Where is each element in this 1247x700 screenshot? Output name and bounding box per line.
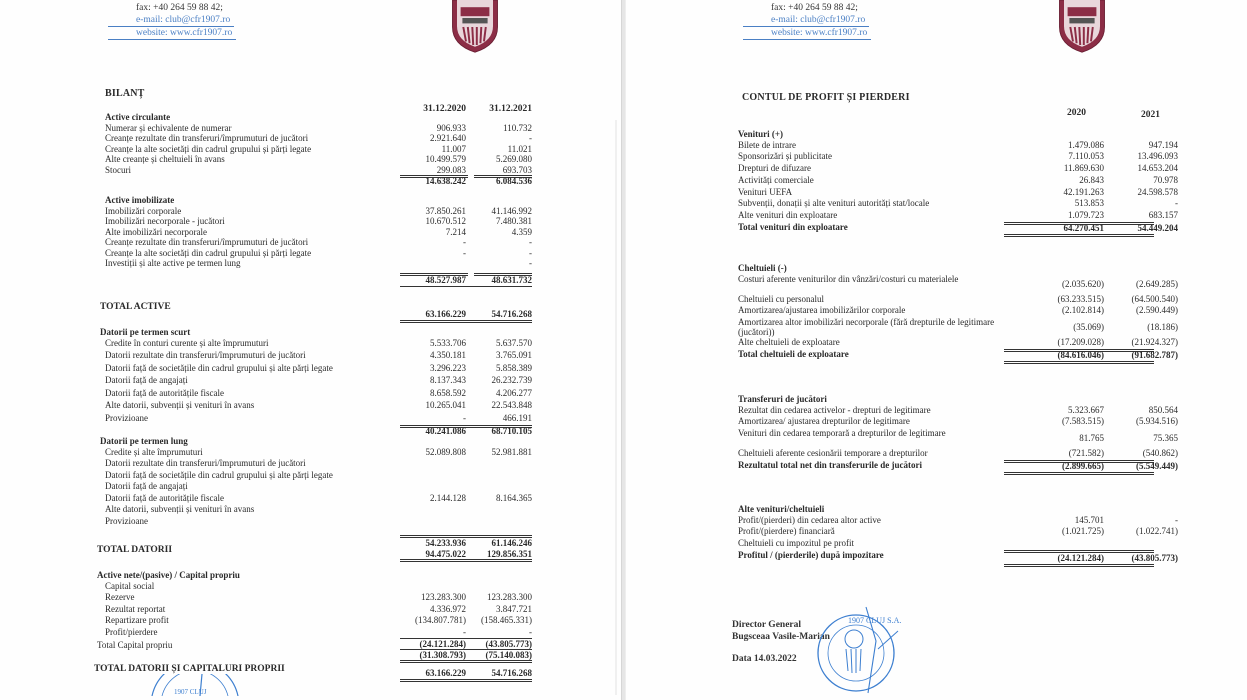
row-value-2021: -	[529, 237, 532, 247]
long-term-subtotal-2020: 54.233.936	[425, 538, 466, 548]
table-row	[0, 504, 621, 516]
total-revenue-label: Total venituri din exploatare	[738, 222, 848, 233]
row-label: Creanțe la alte societăți din cadrul grupului și părți legate	[105, 247, 312, 258]
row-list	[0, 338, 621, 426]
row-list	[626, 140, 1247, 223]
row-value-2020: -	[463, 247, 466, 258]
net-profit-2020: (24.121.284)	[1057, 552, 1104, 563]
subtotal-2020: 14.638.242	[425, 176, 466, 186]
row-label: Profit/(pierdere) financiară	[738, 526, 835, 537]
row-label: Costuri aferente veniturilor din vânzări/costuri cu materialele	[738, 273, 959, 284]
row-value-2021: 26.232.739	[491, 375, 532, 385]
row-label: Provizioane	[105, 412, 148, 423]
row-label: Alte imobilizări necorporale	[105, 226, 207, 237]
total-revenue-2021: 54.449.204	[1137, 223, 1178, 234]
table-row	[626, 198, 1247, 210]
row-label: Datorii față de societățile din cadrul grupului și alte părți legate	[105, 362, 333, 373]
row-value-2021: (64.500.540)	[1131, 293, 1178, 304]
table-row	[626, 274, 1247, 294]
row-value-2020: 42.191.263	[1063, 186, 1104, 197]
total-liabilities-equity-2020: 63.166.229	[425, 668, 466, 678]
row-value-2021: 52.981.881	[491, 446, 532, 457]
signatory-name: Bugsceaa Vasile-Marian	[732, 632, 830, 642]
row-value-2020: 299.083	[436, 164, 466, 175]
table-row	[0, 481, 621, 493]
other-income-expenses-section	[626, 504, 1247, 563]
row-value-2020: 513.853	[1074, 198, 1104, 209]
profit-2020: (24.121.284)	[419, 639, 466, 649]
row-value-2020: -	[463, 412, 466, 423]
table-row	[0, 248, 621, 259]
row-value-2021: 3.765.091	[496, 350, 532, 360]
table-row	[0, 400, 621, 413]
table-row	[626, 448, 1247, 460]
row-label: Datorii rezultate din transferuri/împrumuturi de jucători	[105, 350, 306, 360]
profit-row	[0, 638, 621, 649]
cfr-crest-icon	[446, 0, 504, 54]
subtotal-row	[0, 275, 621, 286]
row-value-2021: (540.862)	[1142, 448, 1178, 459]
row-label: Activități comerciale	[738, 174, 814, 185]
fax-number: fax: +40 264 59 88 42;	[771, 3, 858, 13]
fax-number: fax: +40 264 59 88 42;	[136, 3, 223, 13]
total-liabilities-equity-row	[0, 664, 621, 678]
long-term-subtotal-2021: 61.146.246	[491, 538, 532, 548]
profit-loss-page	[626, 0, 1247, 700]
row-value-2021: (18.186)	[1147, 322, 1178, 333]
row-list	[626, 405, 1247, 460]
subtotal-row	[0, 425, 621, 436]
row-value-2020: 10.499.579	[425, 154, 466, 164]
total-liabilities-equity-label: TOTAL DATORII ȘI CAPITALURI PROPRII	[94, 664, 285, 674]
table-row	[0, 470, 621, 482]
row-value-2020: 4.336.972	[430, 603, 466, 614]
column-header-2021: 2021	[1141, 110, 1160, 120]
total-assets-row	[0, 302, 621, 319]
row-label: Amortizarea/ajustarea imobilizărilor corporale	[738, 305, 906, 316]
column-header-2020: 31.12.2020	[423, 104, 466, 114]
row-value-2021: 5.269.080	[496, 154, 532, 164]
row-value-2021: -	[529, 258, 532, 268]
table-row	[0, 338, 621, 351]
subtotal-2020: 40.241.086	[425, 426, 466, 436]
net-transfers-row	[626, 460, 1247, 471]
net-profit-2021: (43.805.773)	[1131, 552, 1178, 563]
table-row	[0, 258, 621, 269]
row-value-2021: -	[1175, 198, 1178, 209]
row-label: Datorii față de angajați	[105, 375, 188, 385]
table-row	[0, 123, 621, 134]
row-value-2021: 41.146.992	[491, 205, 532, 216]
row-label: Cheltuieli aferente cesionării temporare a drepturilor	[738, 448, 928, 459]
table-row	[626, 294, 1247, 306]
net-transfers-label: Rezultatul total net din transferurile de jucători	[738, 459, 922, 470]
row-value-2021: (2.590.449)	[1136, 305, 1178, 316]
section-heading: Alte venituri/cheltuieli	[738, 504, 825, 514]
row-label: Creanțe rezultate din transferuri/împrumuturi de jucători	[105, 133, 309, 143]
club-stamp-icon	[806, 605, 916, 695]
total-revenue-row	[626, 222, 1247, 233]
row-label: Cheltuieli cu impozitul pe profit	[738, 538, 854, 549]
row-value-2020: 5.323.667	[1068, 404, 1104, 415]
row-label: Datorii față de autoritățile fiscale	[105, 492, 224, 503]
row-value-2020: (35.069)	[1073, 322, 1104, 333]
row-value-2020: 3.296.223	[430, 362, 466, 373]
section-heading: Active circulante	[105, 112, 171, 122]
net-transfers-2020: (2.899.665)	[1062, 460, 1104, 471]
row-value-2020: 1.079.723	[1068, 210, 1104, 221]
column-header-2021: 31.12.2021	[489, 104, 532, 114]
row-value-2020: 10.265.041	[425, 400, 466, 410]
signatory-role: Director General	[732, 620, 802, 630]
row-label: Cheltuieli cu personalul	[738, 293, 824, 304]
row-value-2020: 4.350.181	[430, 350, 466, 360]
table-row	[626, 428, 1247, 448]
total-expenses-2020: (84.616.046)	[1057, 349, 1104, 360]
section-heading: Datorii pe termen lung	[100, 436, 188, 446]
total-expenses-label: Total cheltuieli de exploatare	[738, 348, 849, 359]
stamp-text: 1907 CLUJ S.A.	[848, 616, 902, 625]
row-value-2020: 906.933	[436, 122, 466, 133]
row-label: Venituri din cedarea temporară a drepturilor de legitimare	[738, 428, 946, 439]
row-value-2020: 2.921.640	[430, 133, 466, 143]
row-value-2020: 52.089.808	[425, 446, 466, 457]
net-profit-row	[626, 550, 1247, 561]
table-row	[626, 187, 1247, 199]
table-row	[0, 237, 621, 248]
total-liabilities-equity-2021: 54.716.268	[491, 668, 532, 678]
table-row	[0, 363, 621, 376]
row-value-2021: 11.021	[507, 143, 532, 154]
row-value-2021: 123.283.300	[487, 592, 532, 602]
signature-date: Data 14.03.2022	[732, 654, 797, 664]
row-value-2020: (63.233.515)	[1057, 293, 1104, 304]
row-list	[626, 515, 1247, 550]
row-value-2021: -	[529, 133, 532, 143]
section-heading: Datorii pe termen scurt	[100, 327, 191, 337]
short-term-liabilities-section	[0, 327, 621, 436]
table-row	[626, 337, 1247, 349]
total-equity-2020: (31.308.793)	[419, 649, 466, 660]
equity-section	[0, 570, 621, 659]
row-value-2020: 7.214	[445, 226, 466, 237]
row-value-2020: 37.850.261	[425, 205, 466, 216]
table-row	[0, 350, 621, 363]
total-equity-2021: (75.140.083)	[485, 649, 532, 660]
table-row	[626, 416, 1247, 428]
row-label: Alte datorii, subvenții și venituri în avans	[105, 504, 255, 514]
row-label: Stocuri	[105, 164, 131, 175]
row-value-2021: -	[529, 626, 532, 637]
email-link[interactable]: e-mail: club@cfr1907.ro	[743, 14, 869, 27]
table-row	[0, 165, 621, 176]
row-value-2021: 110.732	[503, 122, 532, 133]
row-value-2020: 2.144.128	[430, 492, 466, 503]
table-row	[0, 154, 621, 165]
contact-block	[108, 2, 236, 40]
club-stamp-icon	[140, 674, 260, 696]
row-value-2021: 5.637.570	[496, 337, 532, 348]
cfr-crest-icon	[1053, 0, 1111, 54]
row-value-2020: 5.533.706	[430, 337, 466, 348]
row-value-2020: (2.035.620)	[1062, 278, 1104, 289]
player-transfers-section	[626, 394, 1247, 470]
website-link[interactable]: website: www.cfr1907.ro	[743, 27, 871, 40]
row-label: Bilete de intrare	[738, 139, 796, 150]
row-label: Creanțe la alte societăți din cadrul grupului și părți legate	[105, 143, 312, 154]
subtotal-2021: 6.084.536	[496, 176, 532, 186]
profit-2021: (43.805.773)	[485, 639, 532, 649]
table-row	[0, 581, 621, 593]
total-liabilities-label: TOTAL DATORII	[97, 544, 173, 555]
revenue-section	[626, 129, 1247, 233]
row-value-2021: 4.359	[511, 226, 532, 237]
table-row	[0, 447, 621, 459]
row-value-2021: (158.465.331)	[481, 615, 532, 625]
row-value-2020: (17.209.028)	[1057, 337, 1104, 348]
row-label: Imobilizări corporale	[105, 205, 182, 216]
row-value-2020: (721.582)	[1068, 448, 1104, 459]
row-list	[626, 274, 1247, 349]
row-value-2021: -	[1175, 514, 1178, 525]
email-link[interactable]: e-mail: club@cfr1907.ro	[108, 14, 234, 27]
row-value-2020: 1.479.086	[1068, 139, 1104, 150]
row-value-2021: 8.164.365	[496, 492, 532, 503]
row-value-2021: 22.543.848	[491, 400, 532, 410]
row-value-2021: 947.194	[1148, 139, 1178, 150]
row-list	[0, 123, 621, 176]
row-label: Rezultat din cedarea activelor - drepturi de legitimare	[738, 404, 931, 415]
total-equity-label: Total Capital propriu	[97, 639, 173, 650]
row-list	[0, 206, 621, 269]
subtotal-2020: 48.527.987	[425, 274, 466, 285]
long-term-liabilities-section	[0, 436, 621, 527]
balance-sheet-page	[0, 0, 621, 700]
table-row	[0, 516, 621, 528]
table-row	[626, 526, 1247, 538]
row-value-2021: 850.564	[1148, 404, 1178, 415]
row-label: Credite în conturi curente și alte împrumuturi	[105, 337, 269, 348]
total-liabilities-2021: 129.856.351	[487, 548, 532, 559]
total-liabilities-2020: 94.475.022	[425, 548, 466, 559]
row-value-2020: 123.283.300	[421, 592, 466, 602]
row-label: Drepturi de difuzare	[738, 163, 811, 174]
total-expenses-2021: (91.682.787)	[1131, 349, 1178, 360]
row-value-2021: 4.206.277	[496, 387, 532, 398]
table-row	[0, 604, 621, 616]
table-row	[0, 627, 621, 639]
table-row	[626, 210, 1247, 222]
row-label: Provizioane	[105, 515, 148, 526]
total-expenses-row	[626, 349, 1247, 360]
row-value-2021: (2.649.285)	[1136, 278, 1178, 289]
row-value-2020: 8.137.343	[430, 375, 466, 385]
current-assets-section	[0, 112, 621, 186]
table-row	[0, 413, 621, 426]
row-label: Amortizarea/ ajustarea drepturilor de legitimare	[738, 416, 910, 427]
table-row	[0, 493, 621, 505]
row-label: Datorii rezultate din transferuri/împrumuturi de jucători	[105, 458, 306, 468]
total-liabilities-row	[0, 538, 621, 559]
section-heading: Venituri (+)	[738, 129, 784, 139]
row-value-2021: 70.978	[1153, 174, 1178, 185]
row-value-2021: -	[529, 247, 532, 258]
total-assets-2021: 54.716.268	[491, 309, 532, 319]
row-list	[0, 447, 621, 528]
section-heading: Active imobilizate	[105, 195, 175, 205]
row-value-2020: 145.701	[1074, 514, 1104, 525]
table-row	[0, 458, 621, 470]
row-value-2021: 5.858.389	[496, 362, 532, 373]
total-assets-label: TOTAL ACTIVE	[100, 302, 171, 312]
row-label: Rezerve	[105, 592, 135, 602]
website-link[interactable]: website: www.cfr1907.ro	[108, 27, 236, 40]
row-value-2020: -	[463, 626, 466, 637]
row-value-2020: -	[463, 237, 466, 247]
row-label: Numerar și echivalente de numerar	[105, 122, 232, 133]
row-value-2020: 81.765	[1079, 433, 1104, 444]
row-value-2020: 26.843	[1079, 174, 1104, 185]
table-row	[626, 305, 1247, 317]
section-heading: Active nete/(pasive) / Capital propriu	[97, 570, 240, 580]
section-heading: Cheltuieli (-)	[738, 263, 787, 273]
row-list	[0, 581, 621, 639]
row-value-2020: 8.658.592	[430, 387, 466, 398]
contact-block	[743, 2, 871, 40]
row-label: Sponsorizări și publicitate	[738, 151, 832, 162]
row-label: Rezultat reportat	[105, 603, 166, 614]
row-value-2021: 75.365	[1153, 433, 1178, 444]
row-value-2021: 13.496.093	[1137, 151, 1178, 162]
row-label: Datorii față de autoritățile fiscale	[105, 387, 224, 398]
row-label: Amortizarea altor imobilizări necorporale (fără drepturile de legitimare (jucători))	[738, 317, 995, 338]
row-value-2021: (1.022.741)	[1136, 526, 1178, 537]
table-row	[0, 133, 621, 144]
row-value-2021: 3.847.721	[496, 603, 532, 614]
row-value-2020: 10.670.512	[425, 216, 466, 226]
row-value-2021: (21.924.327)	[1131, 337, 1178, 348]
row-value-2020: (2.102.814)	[1062, 305, 1104, 316]
table-row	[0, 375, 621, 388]
stamp-text: 1907 CLUJ	[174, 688, 207, 696]
table-row	[626, 317, 1247, 337]
net-profit-label: Profitul / (pierderile) după impozitare	[738, 549, 884, 560]
row-label: Profit/(pierderi) din cedarea altor active	[738, 514, 881, 525]
subtotal-row	[0, 175, 621, 186]
row-label: Credite și alte împrumuturi	[105, 446, 203, 457]
table-row	[0, 388, 621, 401]
row-value-2020: 11.007	[441, 143, 466, 154]
row-label: Repartizare profit	[105, 615, 169, 625]
row-value-2021: 683.157	[1148, 210, 1178, 221]
table-row	[0, 227, 621, 238]
table-row	[626, 140, 1247, 152]
total-assets-2020: 63.166.229	[425, 309, 466, 319]
row-value-2021: 693.703	[502, 164, 532, 175]
table-row	[626, 405, 1247, 417]
table-row	[626, 515, 1247, 527]
row-label: Investiții și alte active pe termen lung	[105, 258, 241, 268]
table-row	[0, 144, 621, 155]
total-revenue-2020: 64.270.451	[1063, 223, 1104, 234]
table-row	[0, 592, 621, 604]
row-label: Imobilizări necorporale - jucători	[105, 216, 225, 226]
row-label: Alte creanțe și cheltuieli în avans	[105, 154, 225, 164]
row-value-2021: 24.598.578	[1137, 186, 1178, 197]
net-transfers-2021: (5.549.449)	[1136, 460, 1178, 471]
row-value-2021: (5.934.516)	[1136, 416, 1178, 427]
row-label: Venituri UEFA	[738, 186, 793, 197]
table-row	[626, 175, 1247, 187]
row-label: Alte venituri din exploatare	[738, 210, 838, 221]
column-header-2020: 2020	[1067, 108, 1086, 118]
table-row	[626, 538, 1247, 550]
row-label: Subvenții, donații și alte venituri autorități stat/locale	[738, 198, 930, 209]
subtotal-2021: 68.710.105	[491, 426, 532, 436]
row-label: Alte cheltuieli de exploatare	[738, 337, 840, 348]
section-heading: Transferuri de jucători	[738, 394, 827, 404]
row-label: Alte datorii, subvenții și venituri în avans	[105, 400, 255, 410]
row-value-2021: 466.191	[502, 412, 532, 423]
table-row	[0, 206, 621, 217]
table-row	[0, 216, 621, 227]
expenses-section	[626, 263, 1247, 359]
row-value-2020: 11.869.630	[1063, 163, 1104, 174]
row-label: Datorii față de angajați	[105, 481, 188, 491]
row-value-2020: 7.110.053	[1068, 151, 1104, 162]
subtotal-2021: 48.631.732	[491, 274, 532, 285]
balance-sheet-title: BILANȚ	[105, 88, 145, 99]
row-value-2021: 14.653.204	[1137, 163, 1178, 174]
table-row	[626, 151, 1247, 163]
row-label: Datorii față de societățile din cadrul grupului și alte părți legate	[105, 469, 333, 480]
fixed-assets-section	[0, 195, 621, 285]
row-value-2021: 7.480.381	[496, 216, 532, 226]
row-label: Capital social	[105, 580, 155, 591]
table-row	[626, 163, 1247, 175]
row-label: Profit/pierdere	[105, 626, 158, 637]
table-row	[0, 615, 621, 627]
page-shadow	[615, 120, 617, 695]
row-label: Creanțe rezultate din transferuri/împrumuturi de jucători	[105, 237, 309, 247]
row-value-2020: (7.583.515)	[1062, 416, 1104, 427]
row-value-2020: (134.807.781)	[415, 615, 466, 625]
profit-loss-title: CONTUL DE PROFIT ȘI PIERDERI	[742, 92, 910, 103]
row-value-2020: (1.021.725)	[1062, 526, 1104, 537]
